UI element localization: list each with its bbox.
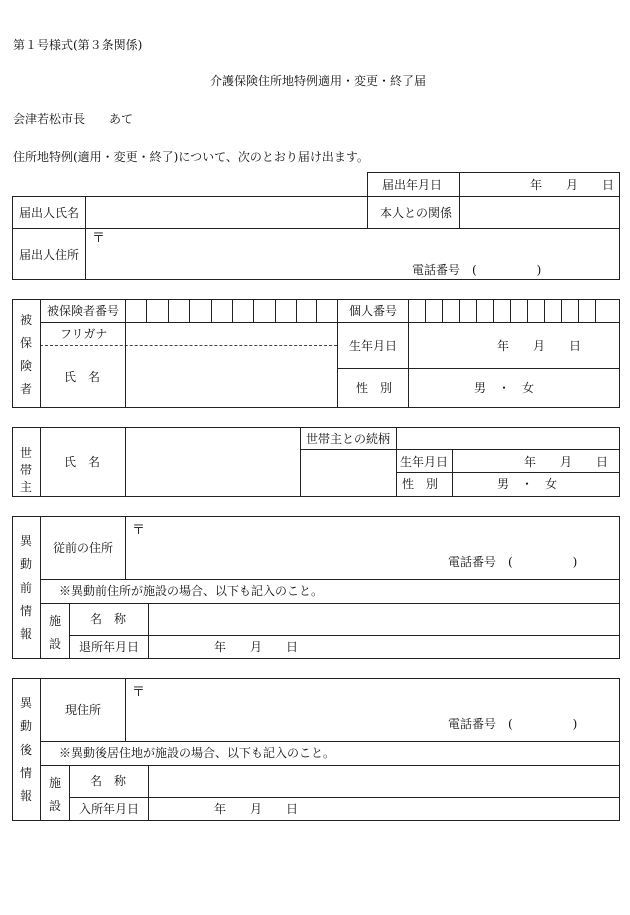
insured-name-label: 氏 名 — [64, 370, 101, 384]
after-move-side-label: 異 動 後 情 報 — [19, 696, 32, 803]
insured-number-input[interactable] — [126, 300, 336, 321]
after-facility-note: ※異動後居住地が施設の場合、以下も記入のこと。 — [59, 746, 336, 760]
before-facility-name-input[interactable] — [152, 606, 616, 632]
householder-name-label: 氏 名 — [64, 455, 101, 469]
householder-birth-field[interactable]: 年 月 日 — [524, 455, 609, 469]
insured-birth-field[interactable]: 年 月 日 — [497, 339, 582, 353]
householder-relation-label: 世帯主との続柄 — [306, 432, 391, 446]
previous-phone[interactable]: 電話番号 ( ) — [448, 555, 578, 569]
move-out-date-field[interactable]: 年 月 日 — [214, 640, 299, 654]
before-facility-name-label: 名 称 — [90, 612, 127, 626]
householder-side-label: 世 帯 主 — [19, 446, 32, 494]
form-title: 介護保険住所地特例適用・変更・終了届 — [210, 74, 427, 88]
previous-address-label: 従前の住所 — [53, 541, 114, 555]
householder-name-input[interactable] — [130, 432, 295, 492]
householder-sex-label: 性 別 — [402, 477, 439, 491]
personal-number-label: 個人番号 — [349, 304, 398, 318]
postal-mark-icon: 〒 — [132, 523, 146, 538]
before-move-side-label: 異 動 前 情 報 — [19, 534, 32, 641]
notifier-name-label: 届出人氏名 — [19, 206, 80, 220]
householder-relation-input[interactable] — [305, 453, 391, 493]
insured-sex-label: 性 別 — [356, 381, 393, 395]
after-facility-label: 施 設 — [48, 776, 61, 813]
form-number: 第１号様式(第３条関係) — [13, 38, 143, 52]
insured-birth-label: 生年月日 — [349, 339, 398, 353]
current-address-input[interactable] — [150, 684, 615, 712]
filing-date-label: 届出年月日 — [382, 178, 443, 192]
insured-name-input[interactable] — [130, 350, 332, 402]
insured-sex-options[interactable]: 男 ・ 女 — [474, 381, 535, 395]
move-out-date-label: 退所年月日 — [79, 640, 140, 654]
before-facility-label: 施 設 — [48, 614, 61, 651]
current-phone[interactable]: 電話番号 ( ) — [448, 717, 578, 731]
householder-birth-label: 生年月日 — [400, 455, 449, 469]
notifier-address-label: 届出人住所 — [19, 248, 80, 262]
relation-input[interactable] — [464, 200, 614, 224]
after-facility-name-input[interactable] — [152, 768, 616, 794]
notifier-name-input[interactable] — [90, 200, 362, 224]
current-address-label: 現住所 — [65, 703, 102, 717]
notifier-phone[interactable]: 電話番号 ( ) — [412, 263, 542, 277]
householder-sex-options[interactable]: 男 ・ 女 — [497, 477, 558, 491]
intro-text: 住所地特例(適用・変更・終了)について、次のとおり届け出ます。 — [13, 150, 369, 164]
notifier-address-input[interactable] — [110, 232, 610, 260]
furigana-input[interactable] — [130, 325, 332, 343]
before-facility-note: ※異動前住所が施設の場合、以下も記入のこと。 — [59, 584, 324, 598]
personal-number-input[interactable] — [409, 300, 619, 321]
previous-address-input[interactable] — [150, 522, 615, 550]
relation-label: 本人との関係 — [380, 206, 453, 220]
addressee: 会津若松市長 あて — [13, 112, 134, 126]
move-in-date-label: 入所年月日 — [79, 802, 140, 816]
postal-mark-icon: 〒 — [132, 685, 146, 700]
postal-mark-icon: 〒 — [92, 231, 106, 246]
move-in-date-field[interactable]: 年 月 日 — [214, 802, 299, 816]
insured-number-label: 被保険者番号 — [47, 304, 120, 318]
after-facility-name-label: 名 称 — [90, 774, 127, 788]
filing-date-field[interactable]: 年 月 日 — [530, 178, 615, 192]
furigana-label: フリガナ — [60, 327, 108, 341]
insured-side-label: 被 保 険 者 — [19, 313, 32, 396]
